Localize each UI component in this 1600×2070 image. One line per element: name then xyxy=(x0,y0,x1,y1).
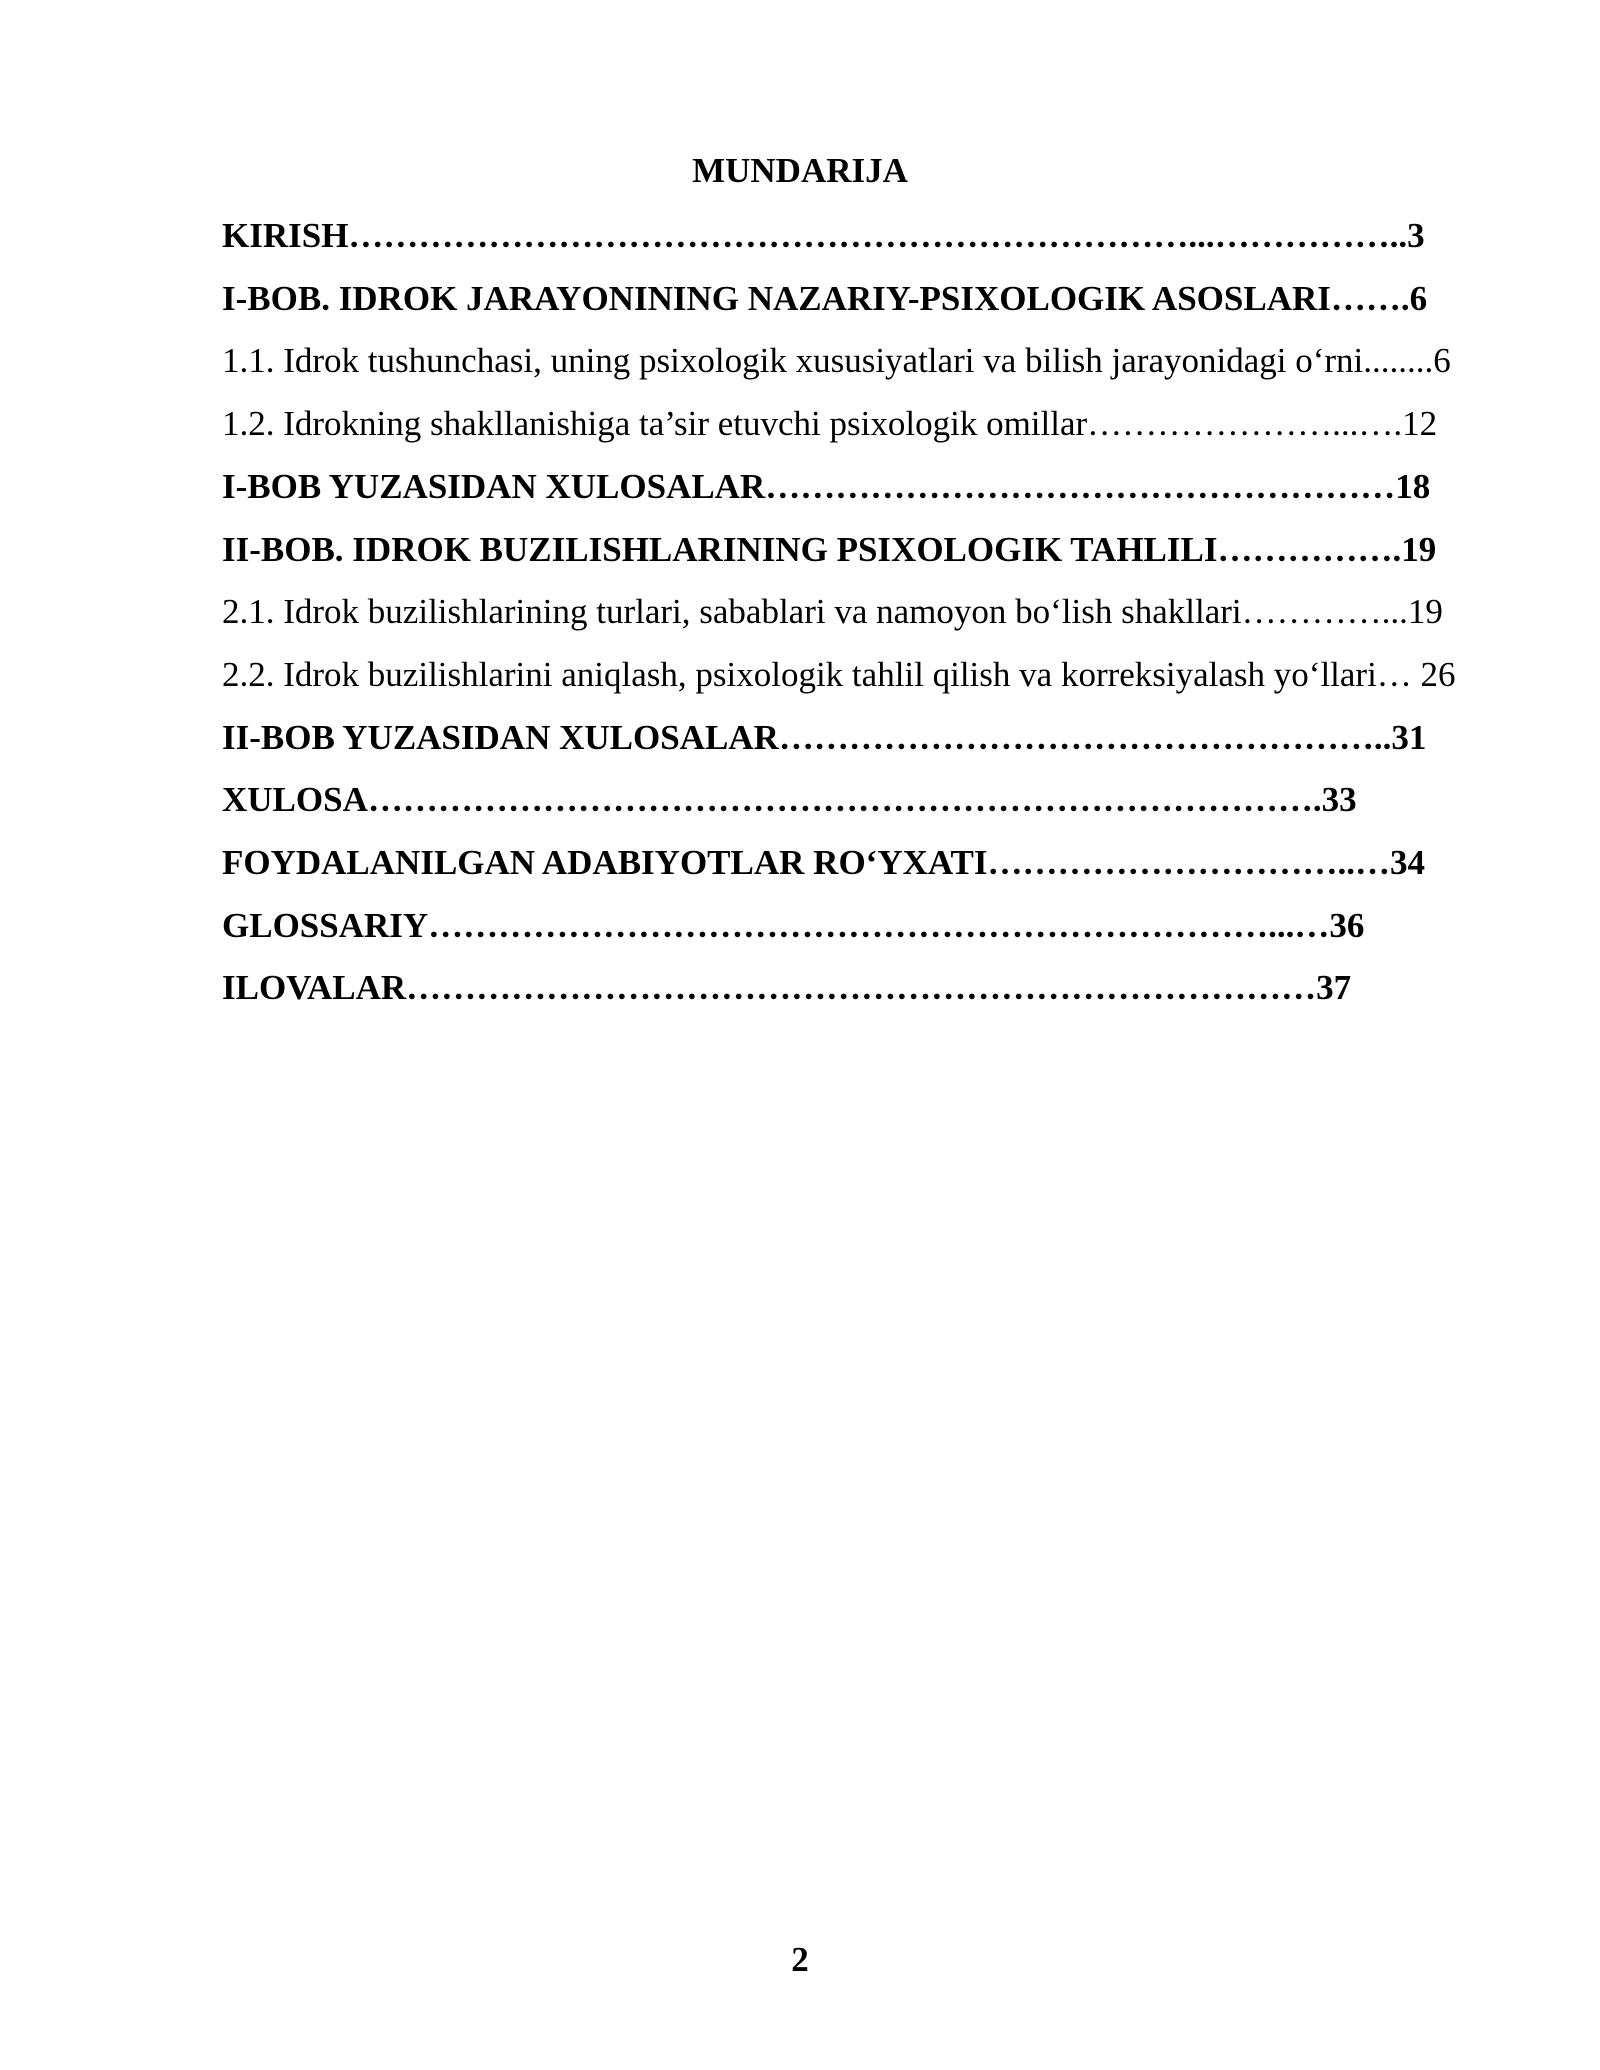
toc-entry-section-1-2: 1.2. Idrokning shakllanishiga ta’sir etuvchi psixologik omillar…………………...….12 xyxy=(222,404,1438,444)
toc-entry-references: FOYDALANILGAN ADABIYOTLAR RO‘YXATI…………………………..…34 xyxy=(222,843,1426,883)
toc-entry-appendices: ILOVALAR……………………………………………………………………37 xyxy=(222,968,1352,1008)
toc-entry-section-1-1: 1.1. Idrok tushunchasi, uning psixologik xususiyatlari va bilish jarayonidagi o‘rni........6 xyxy=(222,341,1451,381)
page-title: MUNDARIJA xyxy=(692,151,908,190)
toc-entry-kirish: KIRISH………………………………………………………………...……………..3 xyxy=(222,216,1425,255)
toc-entry-glossary: GLOSSARIY………………………………………………………………...…36 xyxy=(222,905,1365,945)
toc-entry-xulosa: XULOSA……………………………………………………………………….33 xyxy=(222,780,1357,820)
toc-entry-section-2-1: 2.1. Idrok buzilishlarining turlari, sabablari va namoyon bo‘lish shakllari…………...19 xyxy=(222,592,1443,632)
toc-entry-chapter-2-conclusions: II-BOB YUZASIDAN XULOSALAR……………………………………………..31 xyxy=(222,717,1427,757)
toc-entry-chapter-2: II-BOB. IDROK BUZILISHLARINING PSIXOLOGIK TAHLILI…………….19 xyxy=(222,529,1437,569)
toc-entry-chapter-1-conclusions: I-BOB YUZASIDAN XULOSALAR………………………………………………18 xyxy=(222,466,1431,506)
page-number: 2 xyxy=(791,1940,809,1979)
table-of-contents xyxy=(222,205,1489,1020)
toc-entry-chapter-1: I-BOB. IDROK JARAYONINING NAZARIY-PSIXOLOGIK ASOSLARI…….6 xyxy=(222,278,1428,318)
toc-entry-section-2-2: 2.2. Idrok buzilishlarini aniqlash, psixologik tahlil qilish va korreksiyalash yo‘llari… 26 xyxy=(222,654,1456,694)
